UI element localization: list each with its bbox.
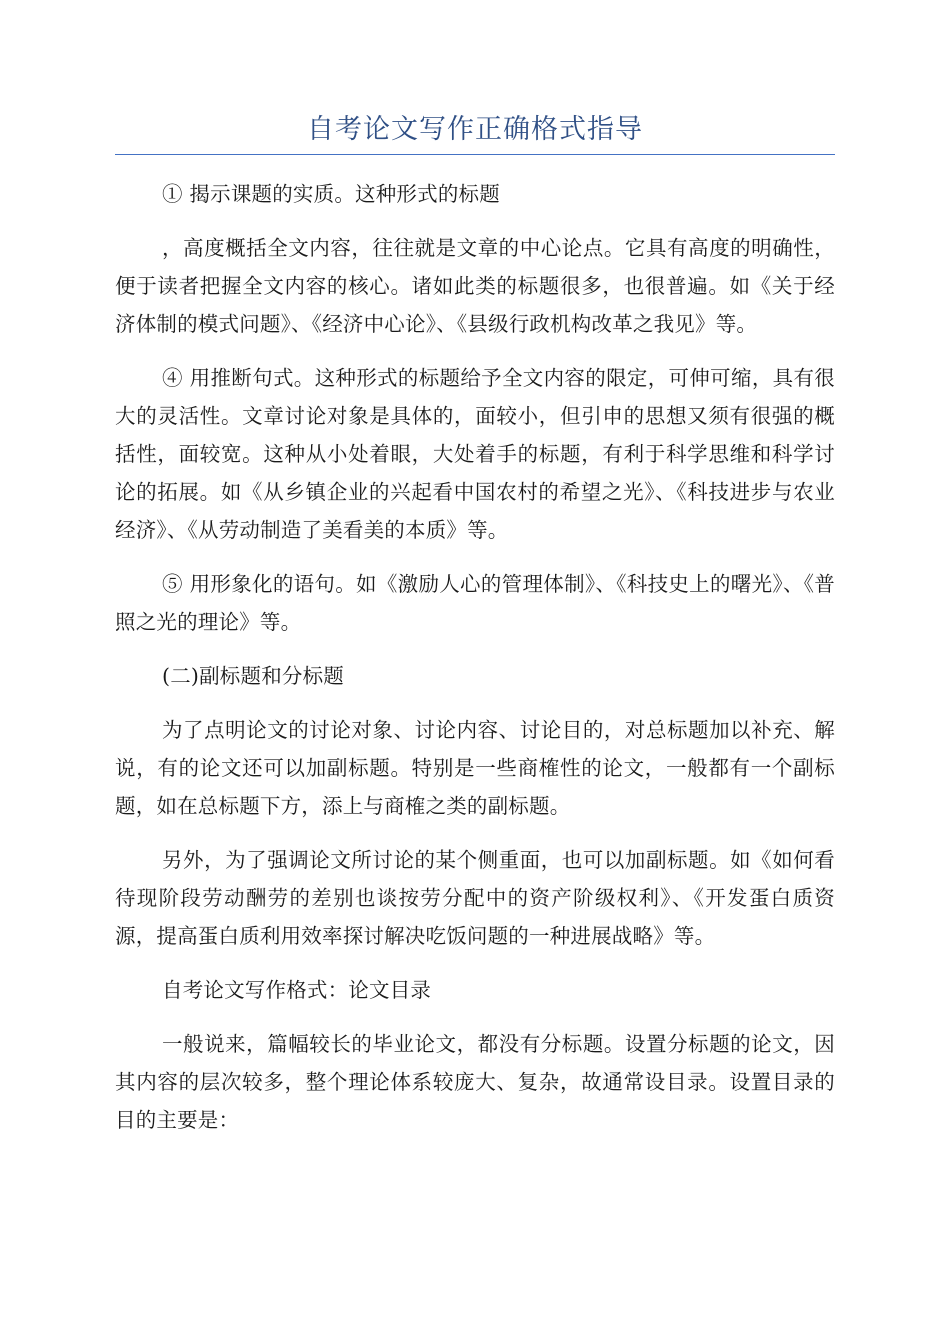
paragraph-6: 另外，为了强调论文所讨论的某个侧重面，也可以加副标题。如《如何看待现阶段劳动酬劳的差别也谈按劳分配中的资产阶级权利》、《开发蛋白质资源，提高蛋白质利用效率探讨解决吃饭问题的一种进展战略》等。 [115, 848, 835, 948]
section-heading-subtitles: (二)副标题和分标题 [162, 664, 344, 688]
paragraph-4: ⑤ 用形象化的语句。如《激励人心的管理体制》、《科技史上的曙光》、《普照之光的理论》等。 [115, 572, 835, 634]
paragraph-7: 一般说来，篇幅较长的毕业论文，都没有分标题。设置分标题的论文，因其内容的层次较多，整个理论体系较庞大、复杂，故通常设目录。设置目录的目的主要是： [115, 1032, 835, 1132]
document-body [115, 175, 835, 1155]
paragraph-3: ④ 用推断句式。这种形式的标题给予全文内容的限定，可伸可缩，具有很大的灵活性。文章讨论对象是具体的，面较小，但引申的思想又须有很强的概括性，面较宽。这种从小处着眼，大处着手的标题，有利于科学思维和科学讨论的拓展。如《从乡镇企业的兴起看中国农村的希望之光》、《科技进步与农业经济》、《从劳动制造了美看美的本质》等。 [115, 366, 835, 542]
paragraph-5: 为了点明论文的讨论对象、讨论内容、讨论目的，对总标题加以补充、解说，有的论文还可以加副标题。特别是一些商榷性的论文，一般都有一个副标题，如在总标题下方，添上与商榷之类的副标题。 [115, 718, 835, 818]
paragraph-2: ，高度概括全文内容，往往就是文章的中心论点。它具有高度的明确性，便于读者把握全文内容的核心。诸如此类的标题很多，也很普遍。如《关于经济体制的模式问题》、《经济中心论》、《县级行政机构改革之我见》等。 [115, 236, 835, 336]
section-heading-toc: 自考论文写作格式：论文目录 [162, 978, 432, 1002]
paragraph-1: ① 揭示课题的实质。这种形式的标题 [162, 182, 500, 206]
document-title: 自考论文写作正确格式指导 [307, 114, 643, 145]
title-underline [115, 154, 835, 155]
